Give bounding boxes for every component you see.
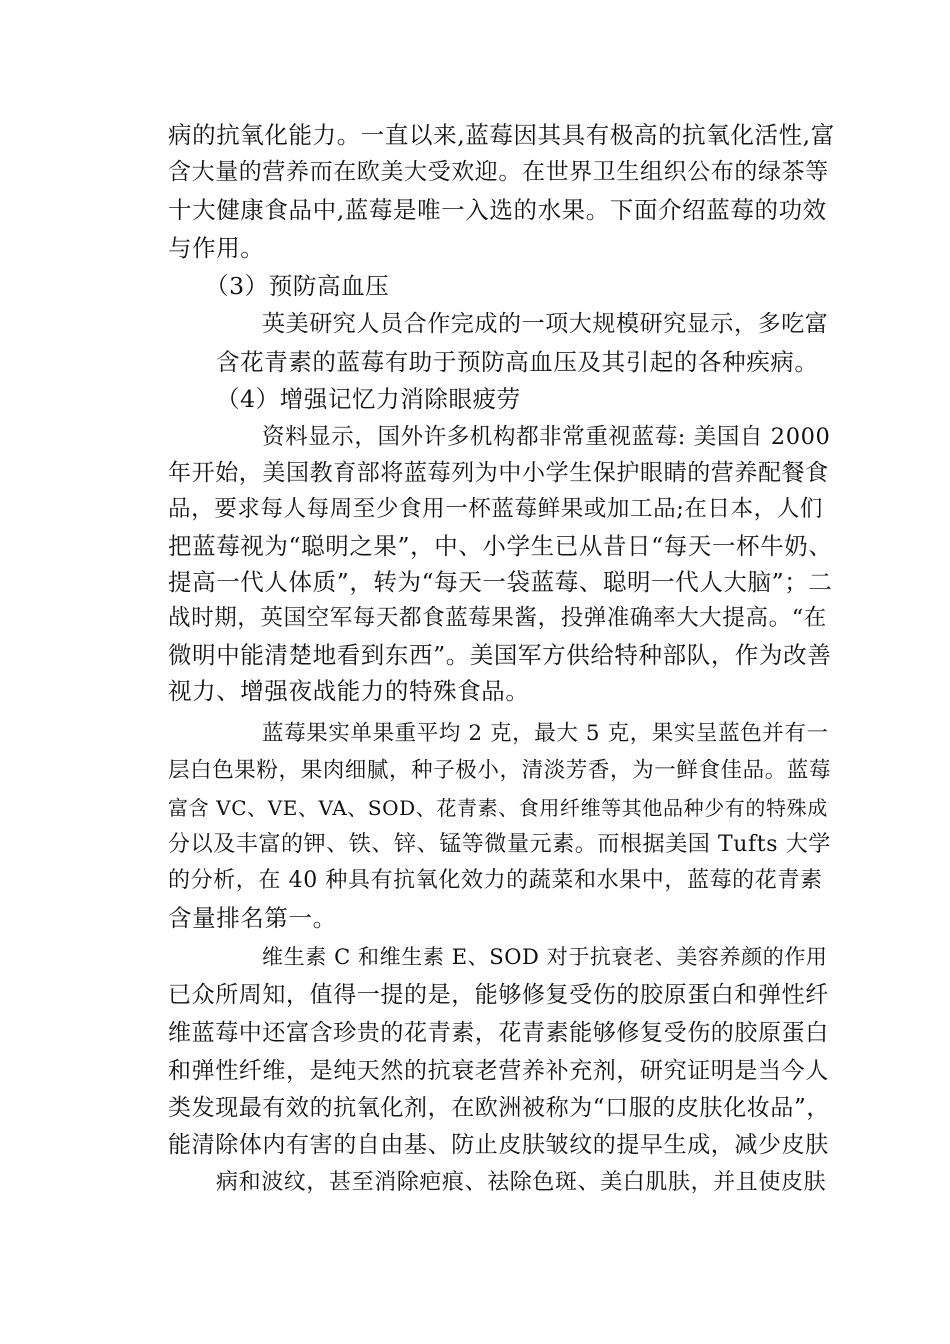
text-line: 维蓝莓中还富含珍贵的花青素，花青素能够修复受伤的胶原蛋白 xyxy=(168,1020,829,1046)
text-line: 视力、增强夜战能力的特殊食品。 xyxy=(168,677,530,705)
text-line: 病和波纹，甚至消除疤痕、祛除色斑、美白肌肤，并且使皮肤 xyxy=(216,1170,827,1195)
text-line: 含量排名第一。 xyxy=(168,904,337,932)
text-line: 的分析，在 40 种具有抗氧化效力的蔬菜和水果中，蓝莓的花青素 xyxy=(168,868,823,893)
text-line: 十大健康食品中,蓝莓是唯一入选的水果。下面介绍蓝莓的功效 xyxy=(168,196,827,224)
section-heading: （3）预防高血压 xyxy=(205,272,390,300)
text-line: 把蓝莓视为“聪明之果”，中、小学生已从昔日“每天一杯牛奶、 xyxy=(168,532,833,560)
text-line: 已众所周知，值得一提的是，能够修复受伤的胶原蛋白和弹性纤 xyxy=(168,982,829,1008)
text-line: 层白色果粉，果肉细腻，种子极小，清淡芳香，为一鲜食佳品。蓝莓 xyxy=(168,758,832,783)
text-line: 含花青素的蓝莓有助于预防高血压及其引起的各种疾病。 xyxy=(216,348,819,376)
text-line: 病的抗氧化能力。一直以来,蓝莓因其具有极高的抗氧化活性,富 xyxy=(168,121,835,149)
text-line: 微明中能清楚地看到东西”。美国军方供给特种部队，作为改善 xyxy=(168,641,832,669)
text-line: 富含 VC、VE、VA、SOD、花青素、食用纤维等其他品种少有的特殊成 xyxy=(168,796,828,820)
text-line: 年开始，美国教育部将蓝莓列为中小学生保护眼睛的营养配餐食 xyxy=(168,460,829,486)
text-line: 蓝莓果实单果重平均 2 克，最大 5 克，果实呈蓝色并有一 xyxy=(262,721,829,746)
text-line: 分以及丰富的钾、铁、锌、锰等微量元素。而根据美国 Tufts 大学 xyxy=(168,832,831,857)
text-line: 维生素 C 和维生素 E、SOD 对于抗衰老、美容养颜的作用 xyxy=(262,945,828,969)
text-line: 英美研究人员合作完成的一项大规模研究显示，多吃富 xyxy=(262,311,829,337)
text-line: 能清除体内有害的自由基、防止皮肤皱纹的提早生成，减少皮肤 xyxy=(168,1132,829,1158)
text-line: 资料显示，国外许多机构都非常重视蓝莓: 美国自 2000 xyxy=(262,424,831,450)
text-line: 品，要求每人每周至少食用一杯蓝莓鲜果或加工品;在日本，人们 xyxy=(168,496,823,522)
text-line: 和弹性纤维，是纯天然的抗衰老营养补充剂，研究证明是当今人 xyxy=(168,1058,829,1084)
section-heading: （4）增强记忆力消除眼疲劳 xyxy=(216,385,521,413)
text-line: 与作用。 xyxy=(168,234,265,262)
text-line: 含大量的营养而在欧美大受欢迎。在世界卫生组织公布的绿茶等 xyxy=(168,159,829,185)
text-line: 提高一代人体质”，转为“每天一袋蓝莓、聪明一代人大脑”；二 xyxy=(168,568,833,596)
text-line: 类发现最有效的抗氧化剂，在欧洲被称为“口服的皮肤化妆品”， xyxy=(168,1095,830,1121)
text-line: 战时期，英国空军每天都食蓝莓果酱，投弹准确率大大提高。“在 xyxy=(168,605,827,631)
